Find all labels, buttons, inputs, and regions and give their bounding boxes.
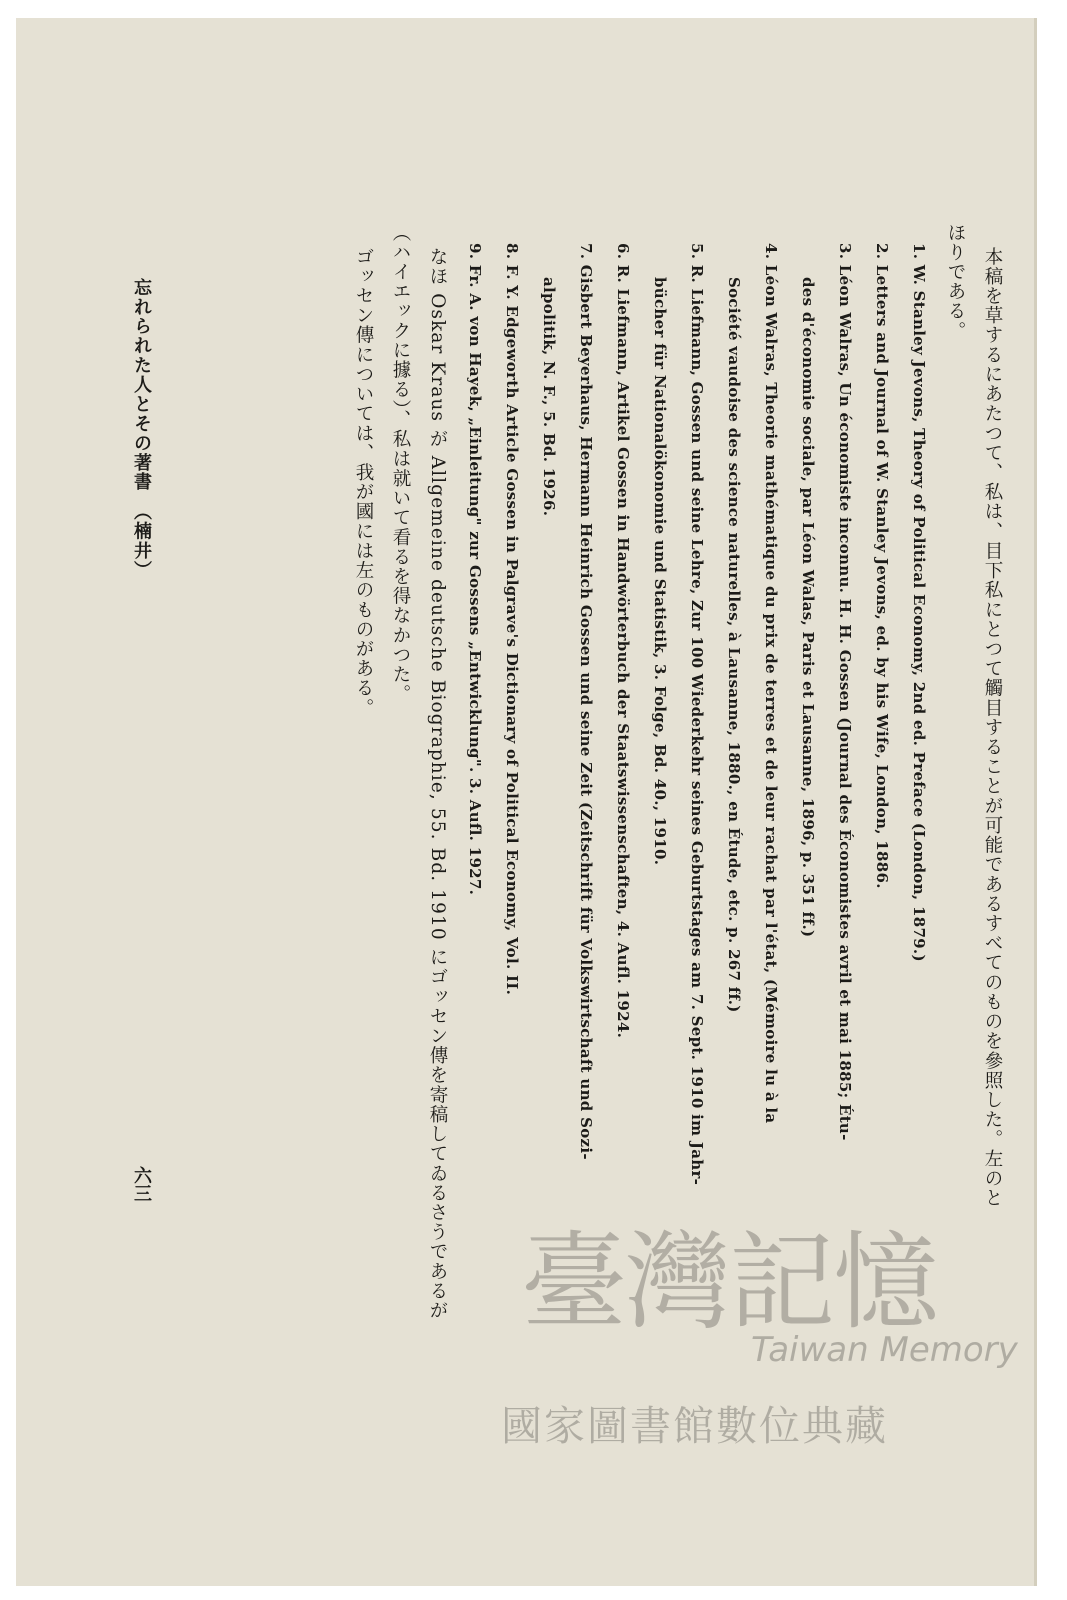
reference-5: 5. R. Liefmann, Gossen und seine Lehre, Zur 100 Wiederkehr seines Geburtstages am 7. Sept. 1910 im Jahr- [688, 242, 706, 1185]
book-page [16, 18, 1037, 1586]
watermark-institution: 國家圖書館數位典藏 [501, 1402, 888, 1450]
reference-4-continued: Société vaudoise des science naturelles, à Lausanne, 1880., en Étude, etc. p. 267 ff.) [725, 277, 743, 1013]
watermark-english: Taiwan Memory [751, 1330, 1018, 1370]
running-title: 忘れられた人とその著書 （楠井） [131, 278, 152, 581]
note-line: なほ Oskar Kraus が Allgemeine deutsche Biographie, 55. Bd. 1910 にゴッセン傳を寄稿してゐるさうであるが [427, 247, 448, 1321]
reference-6: 6. R. Liefmann, Artikel Gossen in Handwörterbuch der Staatswissenschaften, 4. Aufl. 1924. [614, 242, 632, 1038]
intro-line-continued: ほりである。 [945, 223, 966, 341]
reference-1: 1. W. Stanley Jevons, Theory of Political Economy, 2nd ed. Preface (London, 1879.) [910, 242, 928, 962]
reference-3-continued: des d'économie sociale, par Léon Walas, Paris et Lausanne, 1896, p. 351 ff.) [799, 277, 817, 938]
note-line-gossen-biography: ゴッセン傳については、我が國には左のものがある。 [353, 247, 374, 718]
reference-4: 4. Léon Walras, Theorie mathématique du prix de terres et de leur rachat par l'état, (Mémoire lu à la [762, 242, 780, 1123]
watermark-logo-text: 臺灣記憶 [521, 1221, 937, 1344]
note-line-continued: （ハイエックに據る）、私は就いて看るを得なかつた。 [390, 223, 411, 704]
reference-3: 3. Léon Walras, Un économiste inconnu. H. H. Gossen (Journal des Économistes avril et mai 1885; Étu- [836, 242, 854, 1141]
reference-7: 7. Gisbert Beyerhaus, Hermann Heinrich Gossen und seine Zeit (Zeitschrift für Volkswirtschaft und Sozi- [577, 242, 595, 1160]
reference-8: 8. F. Y. Edgeworth Article Gossen in Palgrave's Dictionary of Political Economy, Vol. II. [503, 242, 521, 995]
reference-9: 9. Fr. A. von Hayek, „Einleitung" zur Gossens „Entwicklung". 3. Aufl. 1927. [466, 242, 484, 895]
intro-line: 本稿を草するにあたつて、私は、目下私にとつて觸目することが可能であるすべてのものを參照した。左のと [982, 247, 1003, 1208]
reference-7-continued: alpolitik, N. F., 5. Bd. 1926. [540, 277, 558, 517]
reference-2: 2. Letters and Journal of W. Stanley Jevons, ed. by his Wife, London, 1886. [873, 242, 891, 889]
page-number: 六三 [131, 1166, 152, 1202]
reference-5-continued: bücher für Nationalökonomie und Statistik, 3. Folge, Bd. 40., 1910. [651, 277, 669, 866]
